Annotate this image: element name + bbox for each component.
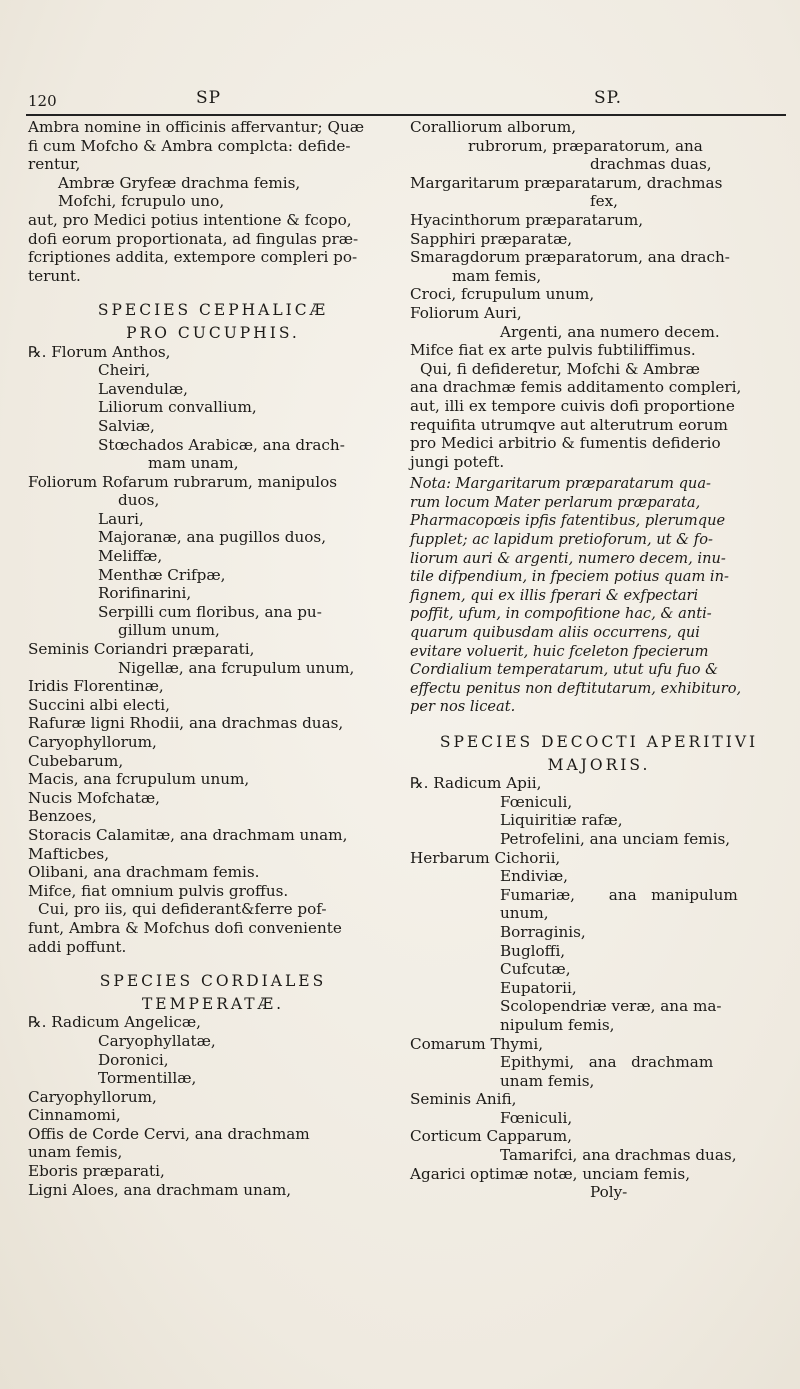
- text-line: Mofchi, fcrupulo uno,: [58, 192, 225, 211]
- text-line: Nucis Mofchatæ,: [28, 788, 160, 807]
- text-line: Serpilli cum floribus, ana pu-: [98, 602, 322, 621]
- text-line: fignem, qui ex illis fperari & exfpectari: [410, 586, 699, 604]
- text-line: ℞. Radicum Apii,: [410, 774, 542, 793]
- section-heading: SPECIES CORDIALES: [99, 972, 327, 991]
- text-line: Cubebarum,: [28, 751, 124, 770]
- text-line: addi poffunt.: [28, 937, 127, 956]
- text-line: Salviæ,: [98, 416, 155, 435]
- section-heading: MAJORIS.: [547, 755, 651, 774]
- text-line: Liliorum convallium,: [98, 398, 257, 417]
- text-line: Cheiri,: [98, 361, 151, 380]
- text-line: dofi eorum proportionata, ad fingulas præ-: [28, 229, 359, 248]
- text-line: Foliorum Auri,: [410, 303, 522, 322]
- text-line: tile difpendium, in fpeciem potius quam in-: [410, 568, 729, 586]
- text-line: Macis, ana fcrupulum unum,: [28, 770, 250, 789]
- text-line: Cui, pro iis, qui defiderant&ferre pof-: [38, 900, 327, 919]
- text-line: Succini albi electi,: [28, 695, 170, 714]
- text-line: Smaragdorum præparatorum, ana drach-: [410, 248, 730, 267]
- text-line: Hyacinthorum præparatarum,: [410, 210, 644, 229]
- text-line: Comarum Thymi,: [410, 1034, 544, 1053]
- text-line: Fumariæ, ana manipulum: [500, 885, 738, 904]
- text-line: pro Medici arbitrio & fumentis defiderio: [410, 434, 721, 453]
- section-heading: PRO CUCUPHIS.: [126, 323, 300, 342]
- text-line: aut, pro Medici potius intentione & fcopo,: [28, 210, 352, 229]
- text-line: gillum unum,: [118, 621, 220, 640]
- text-line: Margaritarum præparatarum, drachmas: [410, 173, 723, 192]
- text-line: Doronici,: [98, 1050, 169, 1069]
- text-line: rubrorum, præparatorum, ana: [468, 136, 703, 155]
- left-headword: SP: [196, 88, 222, 108]
- text-line: jungi poteft.: [410, 452, 505, 471]
- text-line: Mifce, fiat omnium pulvis groffus.: [28, 881, 289, 900]
- text-line: Liquiritiæ rafæ,: [500, 811, 623, 830]
- text-line: ℞. Florum Anthos,: [28, 342, 171, 361]
- text-line: Rafuræ ligni Rhodii, ana drachmas duas,: [28, 714, 344, 733]
- section-heading: TEMPERATÆ.: [141, 994, 285, 1013]
- text-line: Lauri,: [98, 509, 144, 528]
- text-line: quarum quibusdam aliis occurrens, qui: [410, 624, 700, 642]
- text-line: Nota: Margaritarum præparatarum qua-: [410, 475, 711, 493]
- text-line: Eboris præparati,: [28, 1162, 165, 1181]
- text-line: Endiviæ,: [500, 867, 568, 886]
- text-line: Offis de Corde Cervi, ana drachmam: [28, 1124, 310, 1143]
- text-line: rentur,: [28, 155, 81, 174]
- page-number: 120: [28, 92, 57, 110]
- text-line: Seminis Anifi,: [410, 1090, 517, 1109]
- text-line: [28, 285, 398, 297]
- text-line: Herbarum Cichorii,: [410, 848, 561, 867]
- text-line: Cinnamomi,: [28, 1106, 121, 1125]
- text-line: Agarici optimæ notæ, unciam femis,: [410, 1164, 691, 1183]
- text-line: Ambra nomine in officinis affervantur; Quæ: [28, 118, 365, 136]
- text-line: ana drachmæ femis additamento compleri,: [410, 378, 742, 397]
- text-line: Majoranæ, ana pugillos duos,: [98, 528, 327, 547]
- text-line: Lavendulæ,: [98, 379, 188, 398]
- text-line: fi cum Mofcho & Ambra complcta: defide-: [28, 136, 351, 155]
- text-line: Mafticbes,: [28, 844, 110, 863]
- text-line: effectu penitus non deftitutarum, exhibituro,: [410, 679, 742, 697]
- text-line: Qui, fi defideretur, Mofchi & Ambræ: [420, 359, 700, 378]
- text-line: mam unam,: [148, 454, 239, 473]
- text-line: nipulum femis,: [500, 1015, 615, 1034]
- text-line: funt, Ambra & Mofchus dofi conveniente: [28, 918, 342, 937]
- text-line: per nos liceat.: [410, 698, 516, 716]
- text-line: mam femis,: [452, 266, 542, 285]
- text-line: fupplet; ac lapidum pretioforum, ut & fo-: [410, 531, 713, 549]
- section-heading: SPECIES CEPHALICÆ: [97, 301, 329, 320]
- text-line: Rorifinarini,: [98, 584, 192, 603]
- text-line: duos,: [118, 491, 160, 510]
- text-line: [28, 956, 398, 968]
- text-line: aut, illi ex tempore cuivis dofi proportione: [410, 396, 735, 415]
- text-line: Coralliorum alborum,: [410, 118, 577, 136]
- text-line: unam femis,: [500, 1071, 595, 1090]
- text-line: Corticum Capparum,: [410, 1127, 572, 1146]
- text-line: Stœchados Arabicæ, ana drach-: [98, 435, 345, 454]
- text-line: Poly-: [590, 1183, 628, 1202]
- text-line: Fœniculi,: [500, 792, 573, 811]
- text-line: Olibani, ana drachmam femis.: [28, 863, 260, 882]
- text-line: Seminis Coriandri præparati,: [28, 640, 255, 659]
- left-column: [28, 118, 398, 1199]
- text-line: Epithymi, ana drachmam: [500, 1053, 714, 1072]
- text-line: liorum auri & argenti, numero decem, inu-: [410, 549, 726, 567]
- text-line: Foliorum Rofarum rubrarum, manipulos: [28, 472, 338, 491]
- text-line: drachmas duas,: [590, 155, 712, 174]
- text-line: Scolopendriæ veræ, ana ma-: [500, 997, 722, 1016]
- text-line: Ligni Aloes, ana drachmam unam,: [28, 1180, 292, 1199]
- text-line: fcriptiones addita, extempore compleri po-: [28, 248, 358, 267]
- text-line: Tamarifci, ana drachmas duas,: [500, 1146, 737, 1165]
- text-line: unum,: [500, 904, 549, 923]
- text-line: [410, 717, 788, 729]
- text-line: Ambræ Gryfeæ drachma femis,: [58, 173, 301, 192]
- text-line: Benzoes,: [28, 807, 97, 826]
- text-line: Iridis Florentinæ,: [28, 677, 164, 696]
- text-line: Fœniculi,: [500, 1108, 573, 1127]
- text-line: Croci, fcrupulum unum,: [410, 285, 595, 304]
- text-line: unam femis,: [28, 1143, 123, 1162]
- right-headword: SP.: [594, 88, 623, 108]
- section-heading: SPECIES DECOCTI APERITIVI: [439, 733, 759, 751]
- text-line: poffit, ufum, in compofitione hac, & anti-: [410, 605, 712, 623]
- running-header: [26, 88, 786, 116]
- text-line: Tormentillæ,: [98, 1069, 197, 1088]
- text-line: Meliffæ,: [98, 547, 163, 566]
- text-line: ℞. Radicum Angelicæ,: [28, 1013, 201, 1032]
- right-column: [410, 118, 788, 1202]
- text-line: Eupatorii,: [500, 978, 577, 997]
- text-line: Mifce fiat ex arte pulvis fubtiliffimus.: [410, 341, 696, 360]
- text-line: Caryophyllorum,: [28, 733, 157, 751]
- text-line: requifita utrumqve aut alterutrum eorum: [410, 415, 728, 434]
- text-line: Menthæ Crifpæ,: [98, 565, 226, 584]
- text-line: terunt.: [28, 266, 81, 285]
- text-line: Bugloffi,: [500, 941, 566, 960]
- text-line: Nigellæ, ana fcrupulum unum,: [118, 658, 355, 677]
- text-line: Pharmacopœis ipfis fatentibus, plerumque: [410, 512, 726, 530]
- text-line: Sapphiri præparatæ,: [410, 229, 573, 248]
- text-line: Cordialium temperatarum, utut ufu fuo &: [410, 661, 719, 679]
- text-line: evitare voluerit, huic fceleton fpecierum: [410, 642, 709, 660]
- text-line: Storacis Calamitæ, ana drachmam unam,: [28, 825, 348, 844]
- text-line: Borraginis,: [500, 922, 586, 941]
- text-line: fex,: [590, 192, 619, 211]
- text-line: Cufcutæ,: [500, 960, 571, 979]
- text-line: Petrofelini, ana unciam femis,: [500, 829, 731, 848]
- text-line: rum locum Mater perlarum præparata,: [410, 493, 701, 511]
- text-line: Caryophyllatæ,: [98, 1031, 216, 1050]
- text-line: Argenti, ana numero decem.: [500, 322, 720, 341]
- text-line: Caryophyllorum,: [28, 1087, 157, 1106]
